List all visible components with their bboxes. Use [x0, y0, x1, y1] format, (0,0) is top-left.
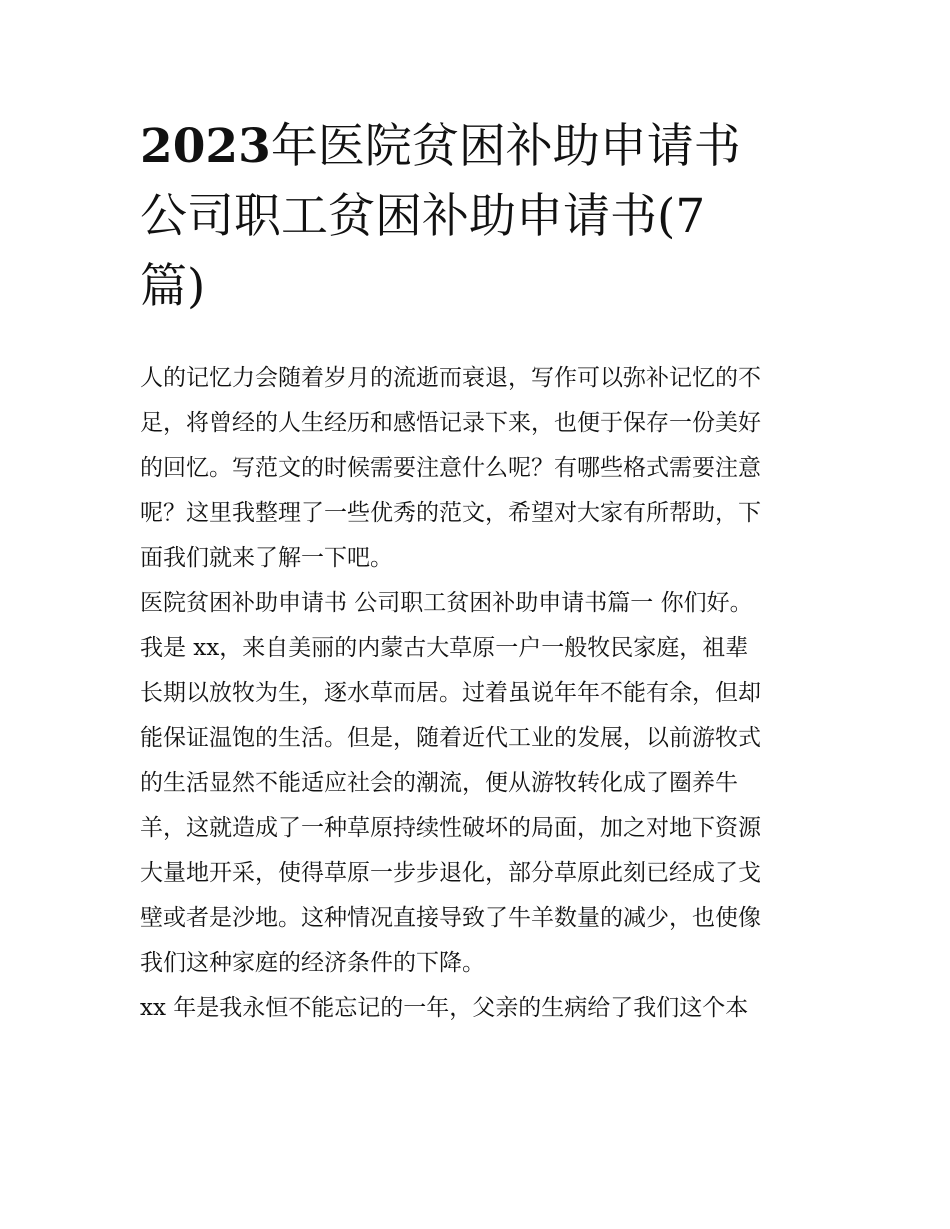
document-body	[140, 356, 820, 1031]
body-line: 人的记忆力会随着岁月的流逝而衰退，写作可以弥补记忆的不	[140, 365, 761, 391]
body-line: 足，将曾经的人生经历和感悟记录下来，也便于保存一份美好	[140, 410, 761, 436]
body-line: 的生活显然不能适应社会的潮流，便从游牧转化成了圈养牛	[140, 770, 738, 796]
title-line-1-text: 年医院贫困补助申请书	[270, 119, 741, 174]
title-line-1	[140, 112, 780, 182]
body-line: 我是 xx，来自美丽的内蒙古大草原一户一般牧民家庭，祖辈	[140, 635, 749, 661]
title-line-2: 公司职工贫困补助申请书(7	[140, 189, 706, 244]
body-line: 医院贫困补助申请书 公司职工贫困补助申请书篇一 你们好。	[140, 590, 753, 616]
body-line: xx 年是我永恒不能忘记的一年，父亲的生病给了我们这个本	[140, 995, 749, 1021]
title-year: 2023	[140, 119, 271, 174]
body-line: 能保证温饱的生活。但是，随着近代工业的发展，以前游牧式	[140, 725, 761, 751]
document-title	[140, 112, 780, 322]
body-line: 长期以放牧为生，逐水草而居。过着虽说年年不能有余，但却	[140, 680, 761, 706]
body-line: 大量地开采，使得草原一步步退化，部分草原此刻已经成了戈	[140, 860, 761, 886]
title-line-3: 篇)	[140, 259, 206, 314]
body-line: 的回忆。写范文的时候需要注意什么呢？有哪些格式需要注意	[140, 455, 761, 481]
body-line: 羊，这就造成了一种草原持续性破坏的局面，加之对地下资源	[140, 815, 761, 841]
body-line: 呢？这里我整理了一些优秀的范文，希望对大家有所帮助，下	[140, 500, 761, 526]
body-line: 我们这种家庭的经济条件的下降。	[140, 950, 485, 976]
body-line: 面我们就来了解一下吧。	[140, 545, 393, 571]
body-line: 壁或者是沙地。这种情况直接导致了牛羊数量的减少，也使像	[140, 905, 761, 931]
